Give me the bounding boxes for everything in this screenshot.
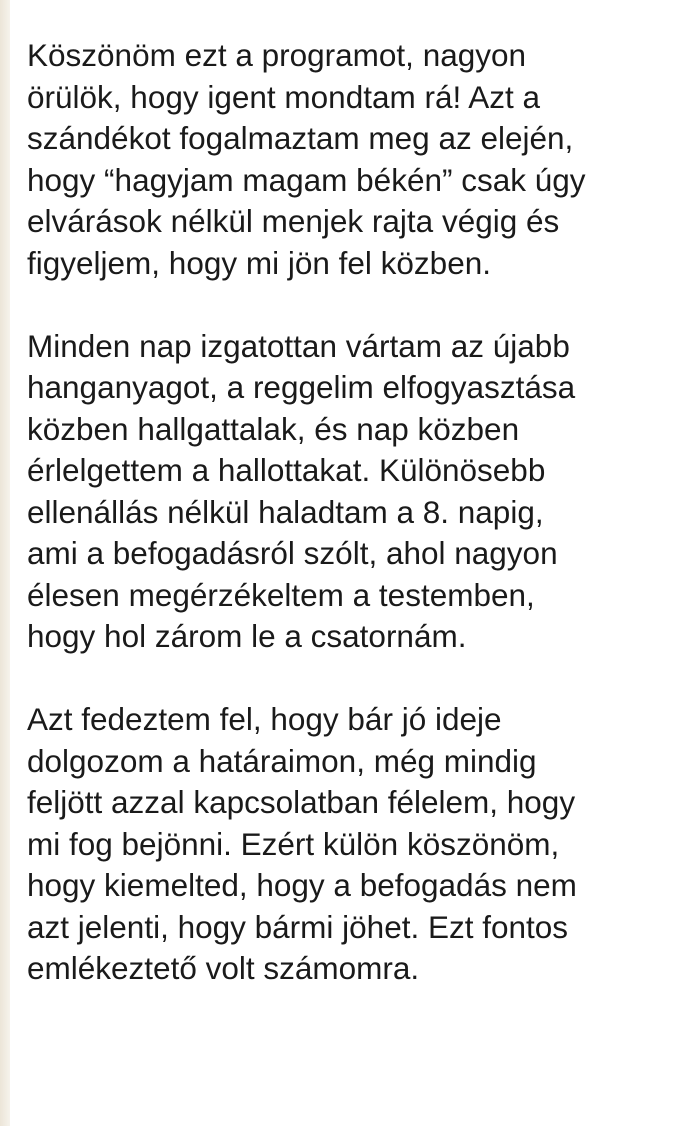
message-line: közben hallgattalak, és nap közben — [27, 410, 520, 447]
message-line: dolgozom a határaimon, még mindig — [27, 742, 537, 779]
message-line: hogy kiemelted, hogy a befogadás nem — [27, 867, 577, 903]
message-line: élesen megérzékeltem a testemben, — [27, 576, 535, 613]
message-paragraph-1 — [27, 35, 692, 284]
message-paragraph-2 — [27, 326, 692, 658]
message-line: ami a befogadásról szólt, ahol nagyon — [27, 535, 558, 571]
message-line: ellenállás nélkül haladtam a 8. napig, — [27, 493, 544, 530]
message-line: Azt fedeztem fel, hogy bár jó ideje — [27, 701, 502, 737]
message-line: feljött azzal kapcsolatban félelem, hogy — [27, 784, 576, 820]
message-line: örülök, hogy igent mondtam rá! Azt a — [27, 78, 541, 115]
message-line: azt jelenti, hogy bármi jöhet. Ezt fontos — [27, 908, 569, 945]
message-line: szándékot fogalmaztam meg az elején, — [27, 120, 574, 156]
message-line: elvárások nélkül menjek rajta végig és — [27, 203, 560, 239]
message-line: mi fog bejönni. Ezért külön köszönöm, — [27, 825, 560, 862]
message-line: figyeljem, hogy mi jön fel közben. — [27, 244, 491, 281]
message-line: hanganyagot, a reggelim elfogyasztása — [27, 369, 576, 405]
message-line: emlékeztető volt számomra. — [27, 950, 420, 986]
chat-background-edge — [0, 0, 10, 1126]
message-paragraph-3 — [27, 699, 692, 990]
message-line: Minden nap izgatottan vártam az újabb — [27, 327, 570, 364]
message-line: érlelgettem a hallottakat. Különösebb — [27, 452, 546, 488]
message-line: hogy “hagyjam magam békén” csak úgy — [27, 161, 586, 198]
message-bubble — [10, 0, 692, 1126]
message-line: hogy hol zárom le a csatornám. — [27, 618, 467, 654]
message-line: Köszönöm ezt a programot, nagyon — [27, 37, 527, 73]
